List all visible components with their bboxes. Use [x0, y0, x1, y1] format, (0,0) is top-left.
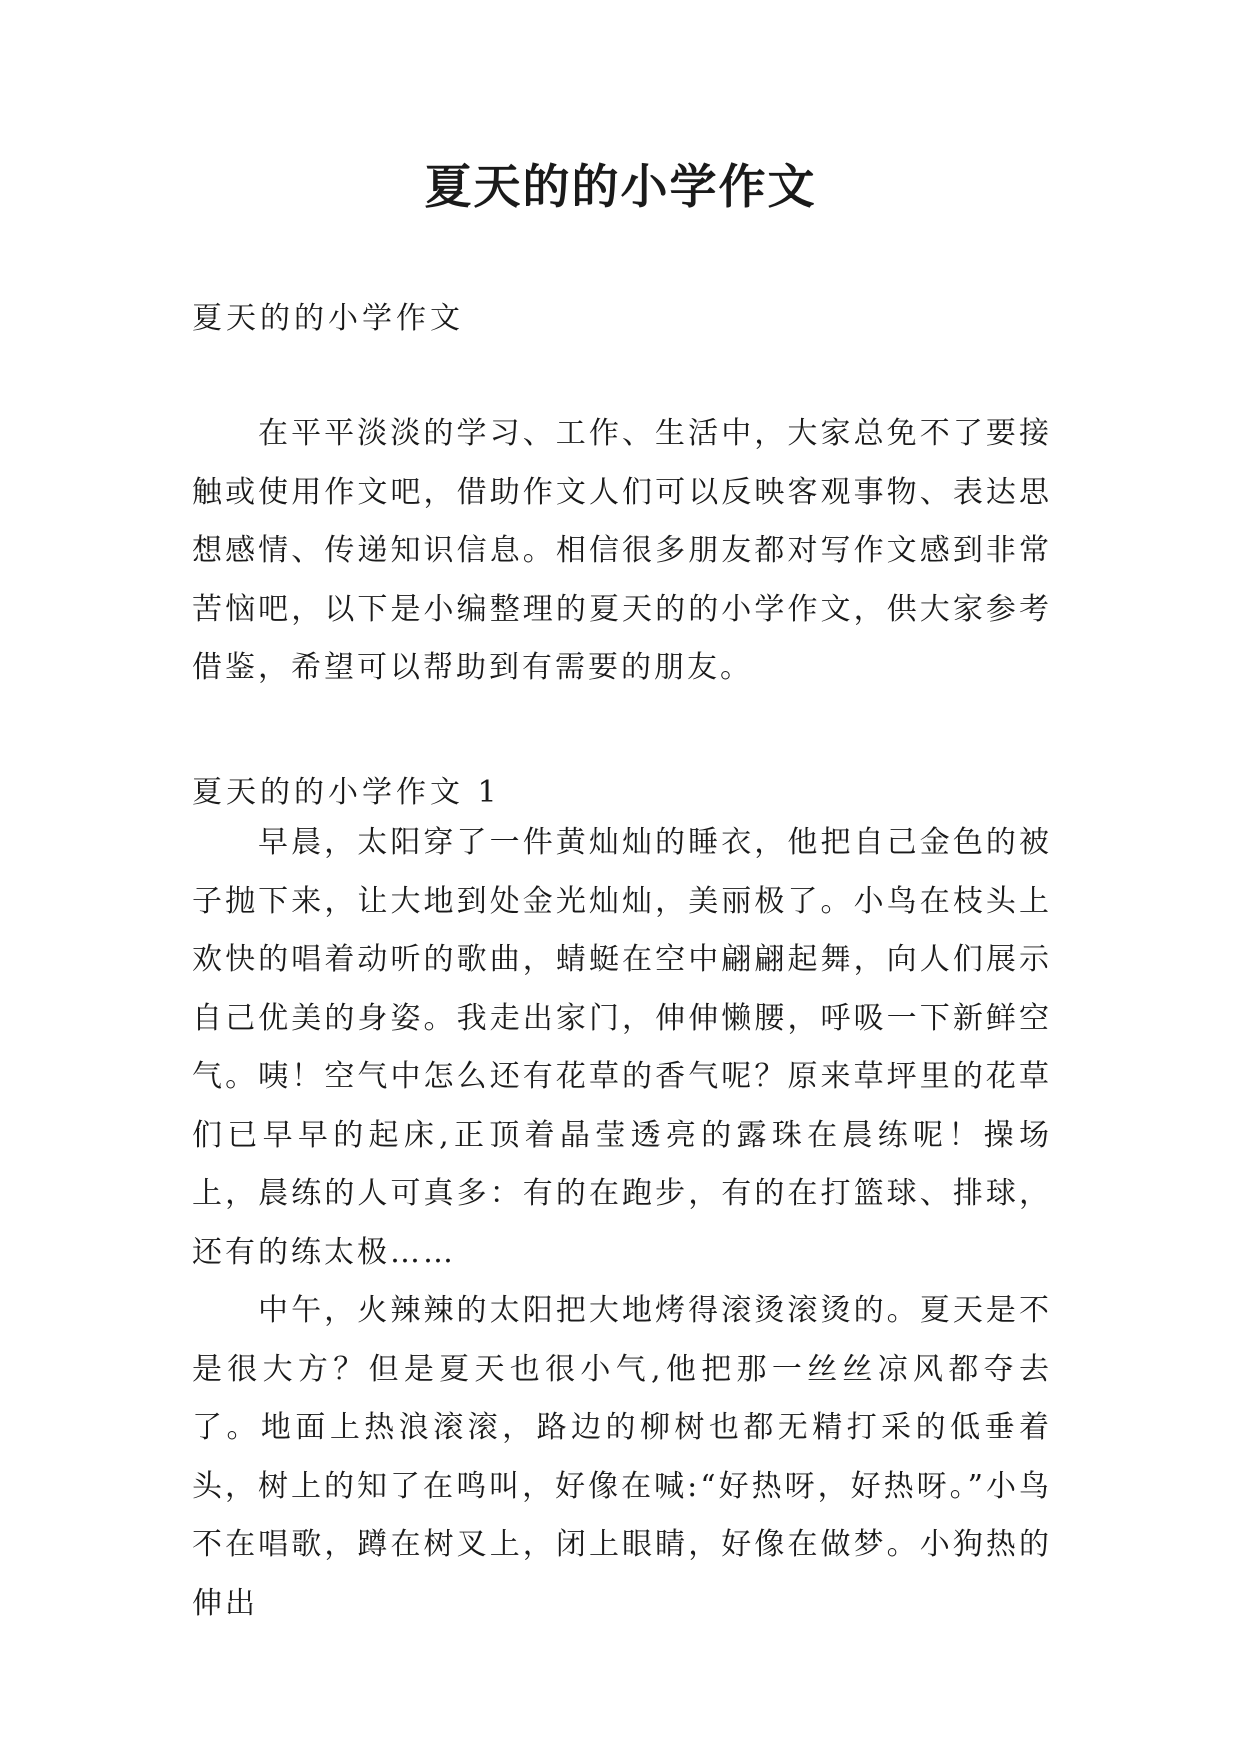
document-subtitle: 夏天的的小学作文	[192, 301, 464, 336]
document-title: 夏天的的小学作文	[424, 160, 817, 215]
intro-paragraph: 在平平淡淡的学习、工作、生活中，大家总免不了要接触或使用作文吧，借助作文人们可以反映客观事物、表达思想感情、传递知识信息。相信很多朋友都对写作文感到非常苦恼吧，以下是小编整理的夏天的的小学作文，供大家参考借鉴，希望可以帮助到有需要的朋友。	[192, 416, 1052, 685]
section-heading: 夏天的的小学作文 1	[192, 775, 501, 810]
paragraph-morning: 早晨，太阳穿了一件黄灿灿的睡衣，他把自己金色的被子抛下来，让大地到处金光灿灿，美丽极了。小鸟在枝头上欢快的唱着动听的歌曲，蜻蜓在空中翩翩起舞，向人们展示自己优美的身姿。我走出家门，伸伸懒腰，呼吸一下新鲜空气。咦！空气中怎么还有花草的香气呢？原来草坪里的花草们已早早的起床,正顶着晶莹透亮的露珠在晨练呢！操场上，晨练的人可真多：有的在跑步，有的在打篮球、排球，还有的练太极……	[192, 825, 1052, 1270]
paragraph-noon: 中午，火辣辣的太阳把大地烤得滚烫滚烫的。夏天是不是很大方？但是夏天也很小气,他把那一丝丝凉风都夺去了。地面上热浪滚滚，路边的柳树也都无精打采的低垂着头，树上的知了在鸣叫，好像在喊:“好热呀，好热呀。”小鸟不在唱歌，蹲在树叉上，闭上眼睛，好像在做梦。小狗热的伸出	[192, 1293, 1052, 1621]
